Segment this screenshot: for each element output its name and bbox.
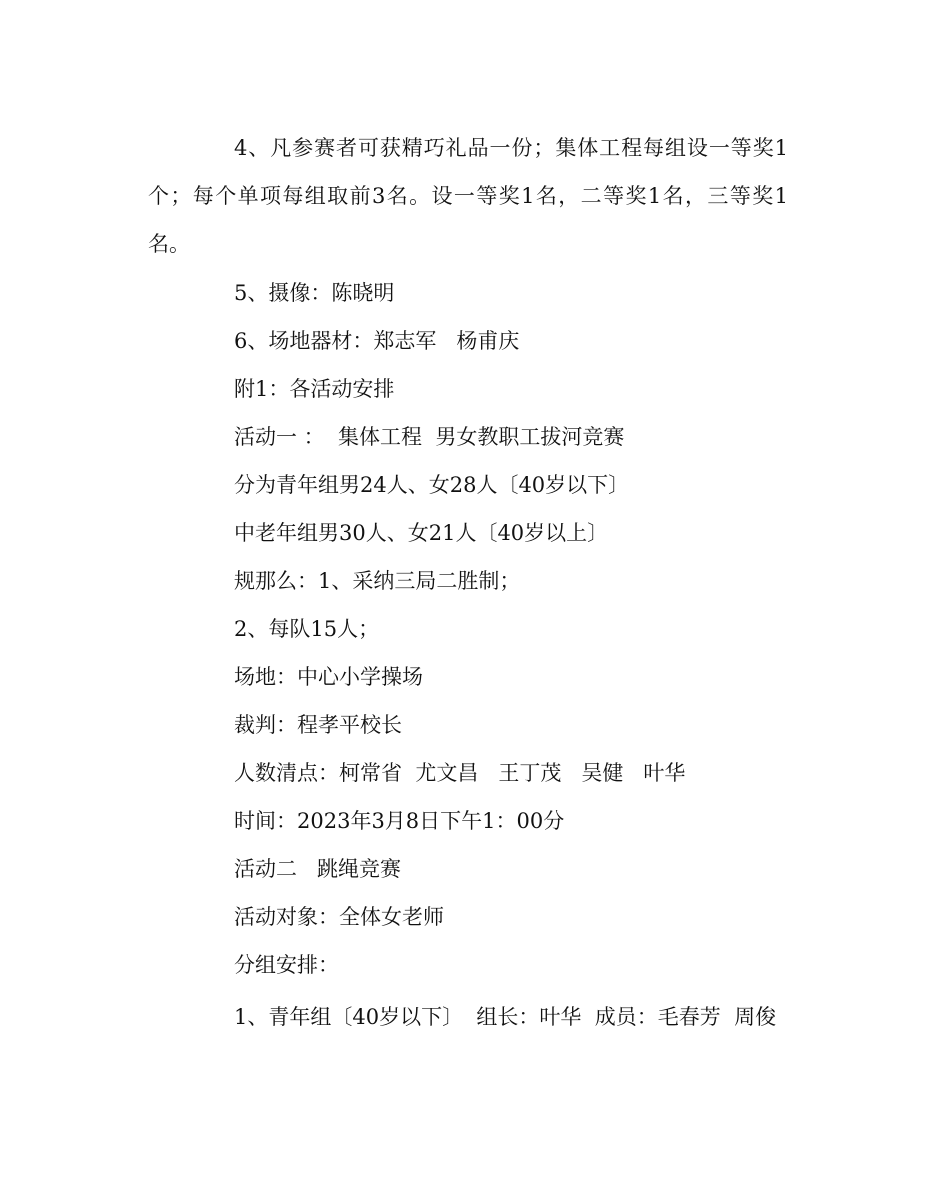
text-line-team-size: 2、每队15人； — [234, 617, 380, 641]
text-line-activity-target: 活动对象：全体女老师 — [234, 905, 444, 929]
text-line-photography: 5、摄像：陈晓明 — [234, 281, 395, 305]
text-line-youth-group-members: 1、青年组〔40岁以下〕 组长：叶华 成员：毛春芳 周俊 — [234, 1005, 777, 1029]
text-line-senior-group: 中老年组男30人、女21人〔40岁以上〕 — [234, 521, 609, 545]
text-line-youth-group: 分为青年组男24人、女28人〔40岁以下〕 — [234, 473, 630, 497]
text-line-venue: 场地：中心小学操场 — [234, 665, 423, 689]
text-line-rules: 规那么：1、采纳三局二胜制； — [234, 569, 521, 593]
text-line-headcount: 人数清点：柯常省 尤文昌 王丁茂 吴健 叶华 — [234, 761, 686, 785]
text-line-grouping: 分组安排： — [234, 953, 339, 977]
text-line-time: 时间：2023年3月8日下午1：00分 — [234, 809, 565, 833]
text-line-activity-two: 活动二 跳绳竞赛 — [234, 857, 402, 881]
text-line-activity-one: 活动一 ： 集体工程 男女教职工拔河竞赛 — [234, 425, 625, 449]
text-line-appendix-title: 附1：各活动安排 — [234, 377, 395, 401]
text-line-referee: 裁判：程孝平校长 — [234, 713, 402, 737]
award-paragraph: 4、凡参赛者可获精巧礼品一份；集体工程每组设一等奖1个；每个单项每组取前3名。设一等奖1名，二等奖1名，三等奖1名。 — [148, 136, 788, 256]
text-line-equipment: 6、场地器材：郑志军 杨甫庆 — [234, 329, 520, 353]
